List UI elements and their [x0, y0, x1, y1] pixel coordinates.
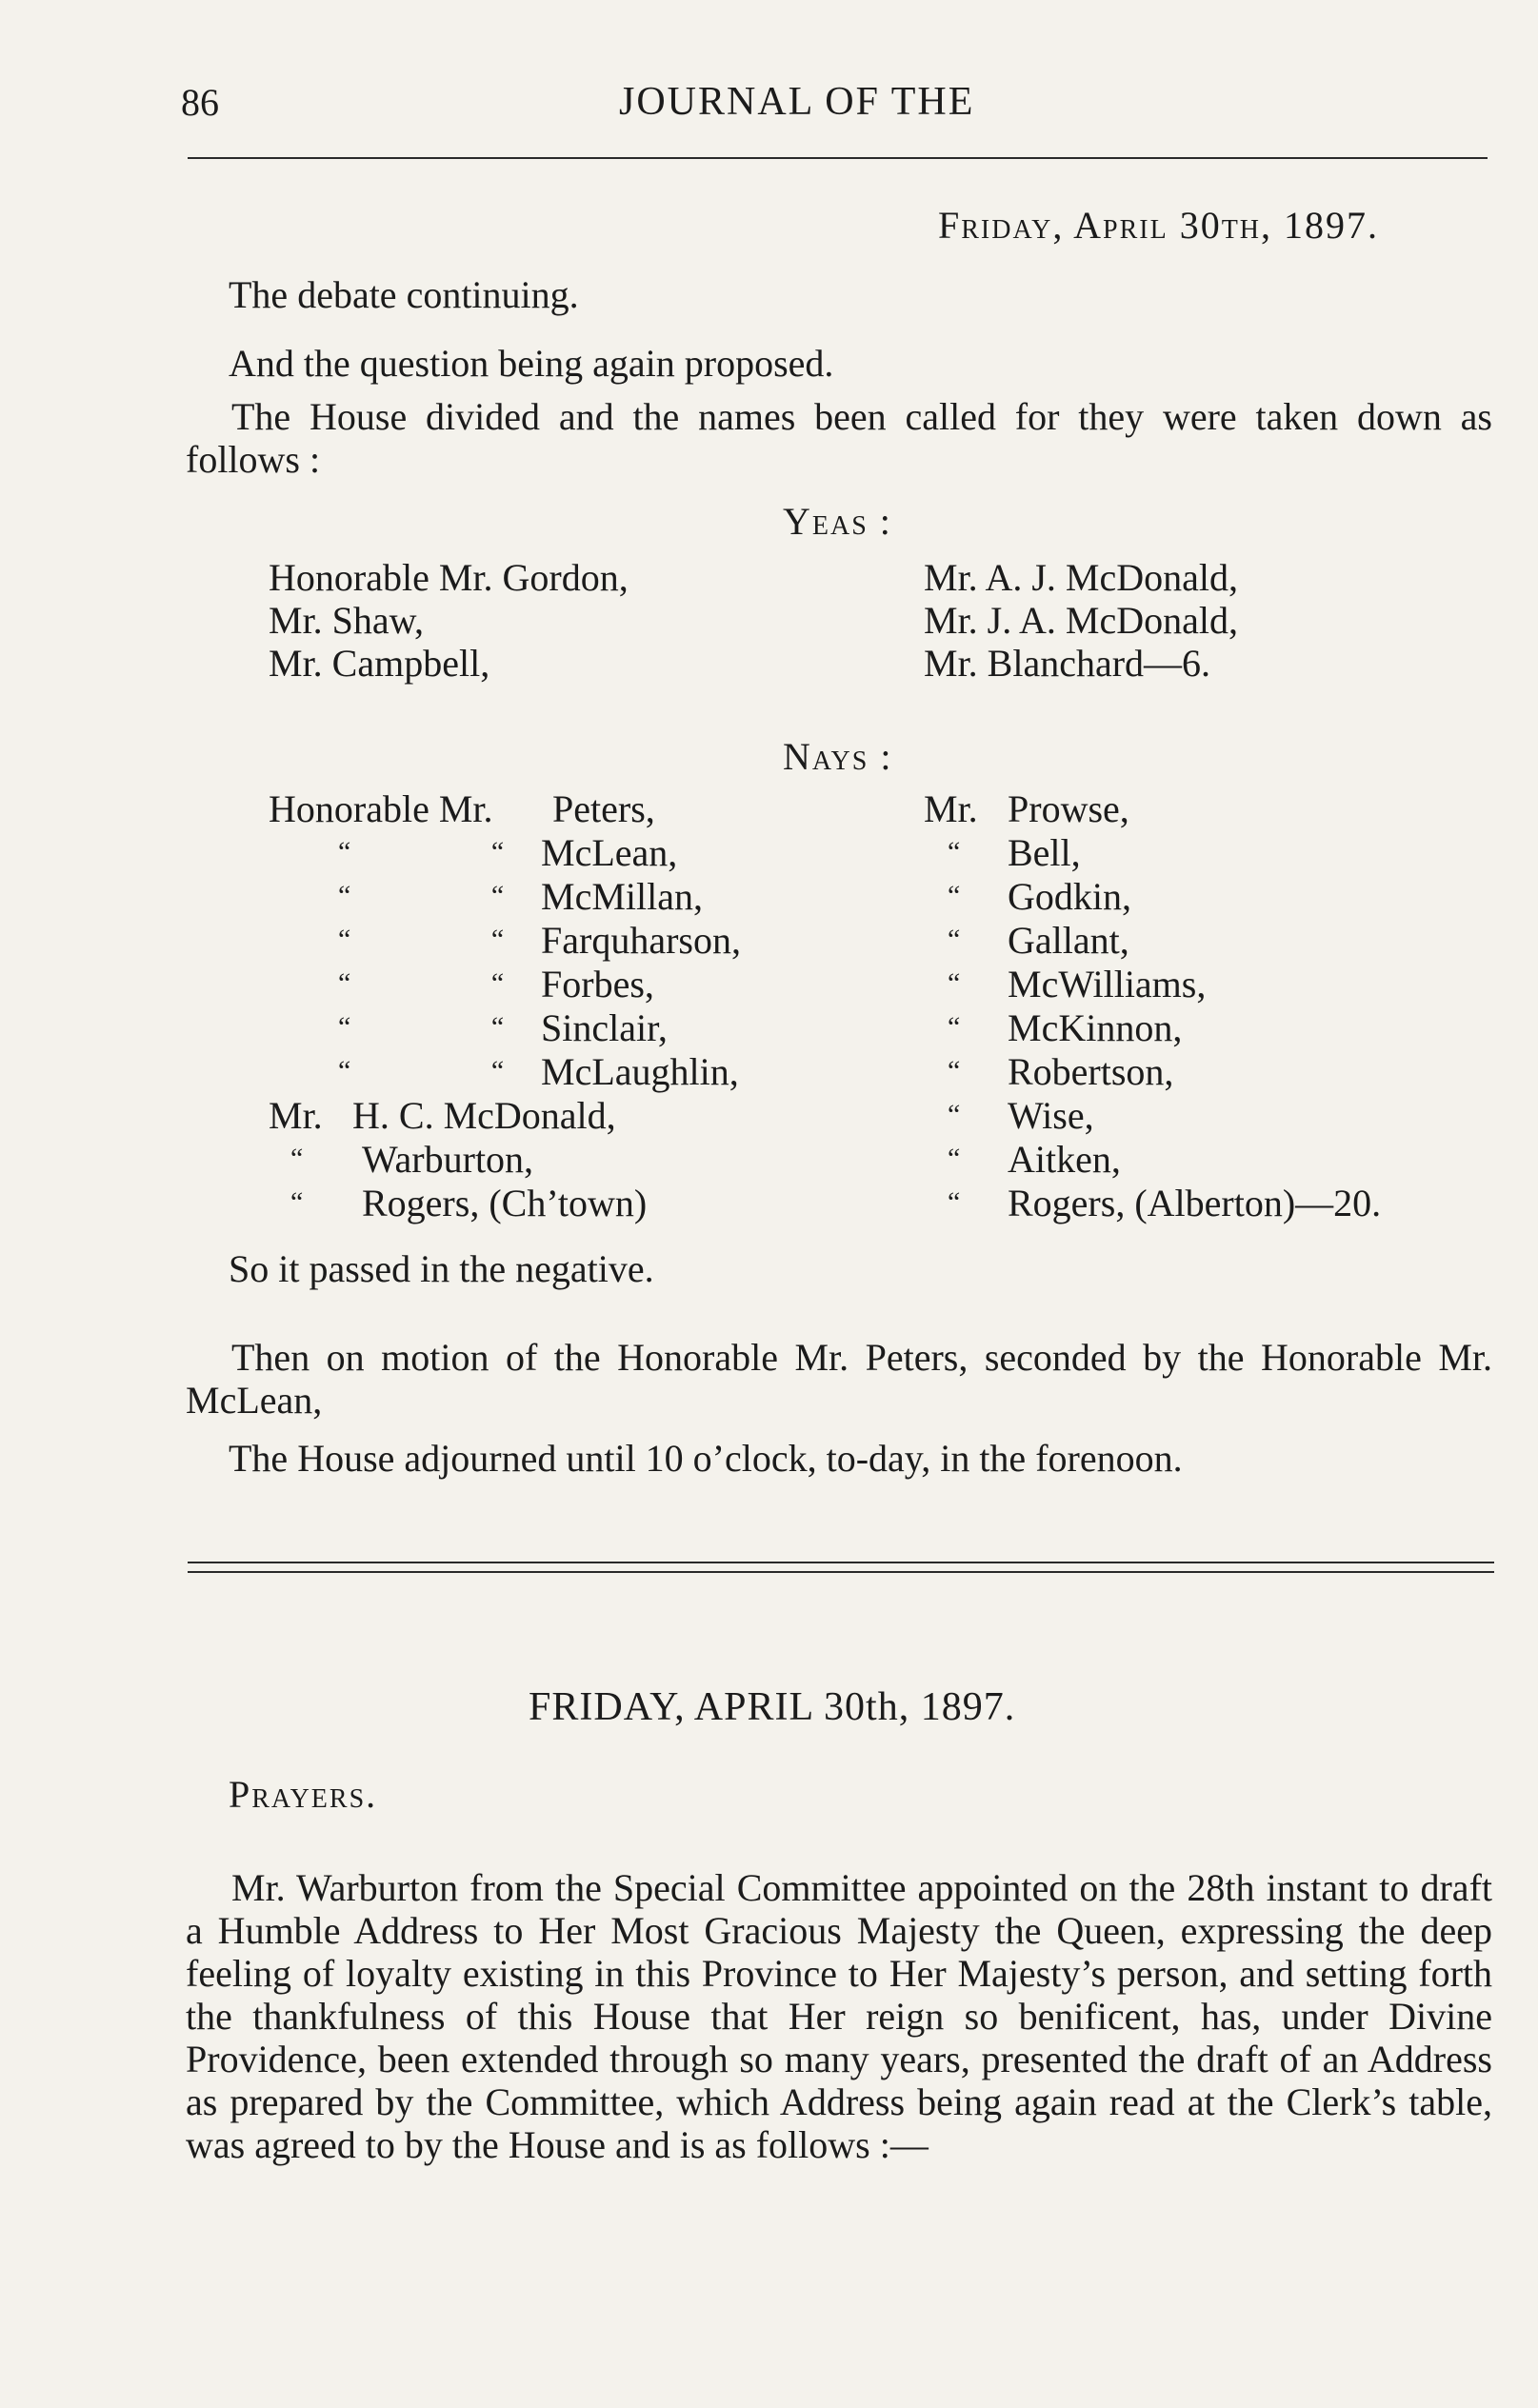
nay-member: Gallant,	[1008, 919, 1129, 962]
section-divider	[188, 1562, 1494, 1573]
nay-member: Prowse,	[1008, 787, 1129, 830]
yeas-heading: Yeas :	[783, 500, 892, 543]
division-result: So it passed in the negative.	[229, 1247, 654, 1290]
nay-member: Rogers, (Ch’town)	[362, 1182, 648, 1224]
nay-member: McLean,	[541, 831, 678, 874]
ditto-mark: “	[948, 1011, 961, 1043]
debate-line: The debate continuing.	[229, 273, 579, 316]
sitting-heading: FRIDAY, APRIL 30th, 1897.	[529, 1685, 1016, 1729]
ditto-mark: “	[948, 1143, 961, 1174]
nay-member: Farquharson,	[541, 919, 741, 962]
nay-member: McKinnon,	[1008, 1006, 1183, 1049]
ditto-mark: “ “	[338, 967, 505, 999]
header-rule	[188, 157, 1488, 159]
ditto-mark: “	[948, 924, 961, 955]
nay-member: Sinclair,	[541, 1006, 668, 1049]
nay-member: Peters,	[552, 787, 655, 830]
question-line: And the question being again proposed.	[229, 342, 834, 385]
ditto-mark: “	[948, 880, 961, 911]
ditto-mark: “	[948, 1099, 961, 1130]
ditto-mark: “	[948, 967, 961, 999]
yea-member: Mr. Blanchard—6.	[924, 642, 1211, 685]
yea-member: Mr. Shaw,	[269, 599, 424, 642]
ditto-mark: “ “	[338, 1011, 505, 1043]
yea-member: Mr. A. J. McDonald,	[924, 556, 1238, 599]
ditto-mark: “	[948, 1055, 961, 1086]
adjournment-line: The House adjourned until 10 o’clock, to-day, in the forenoon.	[229, 1437, 1183, 1480]
running-title: JOURNAL OF THE	[619, 80, 975, 124]
ditto-mark: “ “	[338, 924, 505, 955]
yea-member: Honorable Mr. Gordon,	[269, 556, 629, 599]
nay-member: Rogers, (Alberton)—20.	[1008, 1182, 1382, 1224]
prayers-line: Prayers.	[229, 1773, 378, 1816]
nay-member: Bell,	[1008, 831, 1081, 874]
division-paragraph: The House divided and the names been called for they were taken down as follows :	[186, 395, 1492, 481]
ditto-mark: “	[290, 1186, 304, 1218]
nay-member: Forbes,	[541, 963, 654, 1005]
sitting-date: Friday, April 30th, 1897.	[938, 204, 1380, 247]
nay-member: Aitken,	[1008, 1138, 1121, 1181]
yea-member: Mr. J. A. McDonald,	[924, 599, 1238, 642]
ditto-mark: “	[290, 1143, 304, 1174]
nays-heading: Nays :	[783, 735, 893, 778]
address-paragraph: Mr. Warburton from the Special Committee appointed on the 28th instant to draft a Humble Address to Her Most Gracious Majesty the Queen, expressing the deep feeling of loyalty existing in this Province to Her Majesty’s person, and setting forth the thankfulness of this House that Her reign so benificent, has, under Divine Providence, been extended through so many years, presented the draft of an Address as prepared by the Committee, which Address being again read at the Clerk’s table, was agreed to by the House and is as follows :—	[186, 1866, 1492, 2166]
nay-member: McMillan,	[541, 875, 703, 918]
ditto-mark: “	[948, 1186, 961, 1218]
nay-member: Robertson,	[1008, 1050, 1174, 1093]
page-number: 86	[181, 81, 219, 124]
nay-member: McWilliams,	[1008, 963, 1207, 1005]
ditto-mark: “ “	[338, 1055, 505, 1086]
nay-prefix: Mr.	[924, 787, 978, 830]
ditto-mark: “ “	[338, 836, 505, 867]
ditto-mark: “ “	[338, 880, 505, 911]
nay-prefix: Mr.	[269, 1094, 323, 1137]
nay-member: Godkin,	[1008, 875, 1131, 918]
nay-member: McLaughlin,	[541, 1050, 739, 1093]
nay-member: Warburton,	[362, 1138, 534, 1181]
yea-member: Mr. Campbell,	[269, 642, 490, 685]
nay-prefix: Honorable Mr.	[269, 787, 493, 830]
nay-member: H. C. McDonald,	[352, 1094, 616, 1137]
ditto-mark: “	[948, 836, 961, 867]
nay-member: Wise,	[1008, 1094, 1094, 1137]
motion-paragraph: Then on motion of the Honorable Mr. Peters, seconded by the Honorable Mr. McLean,	[186, 1336, 1492, 1422]
